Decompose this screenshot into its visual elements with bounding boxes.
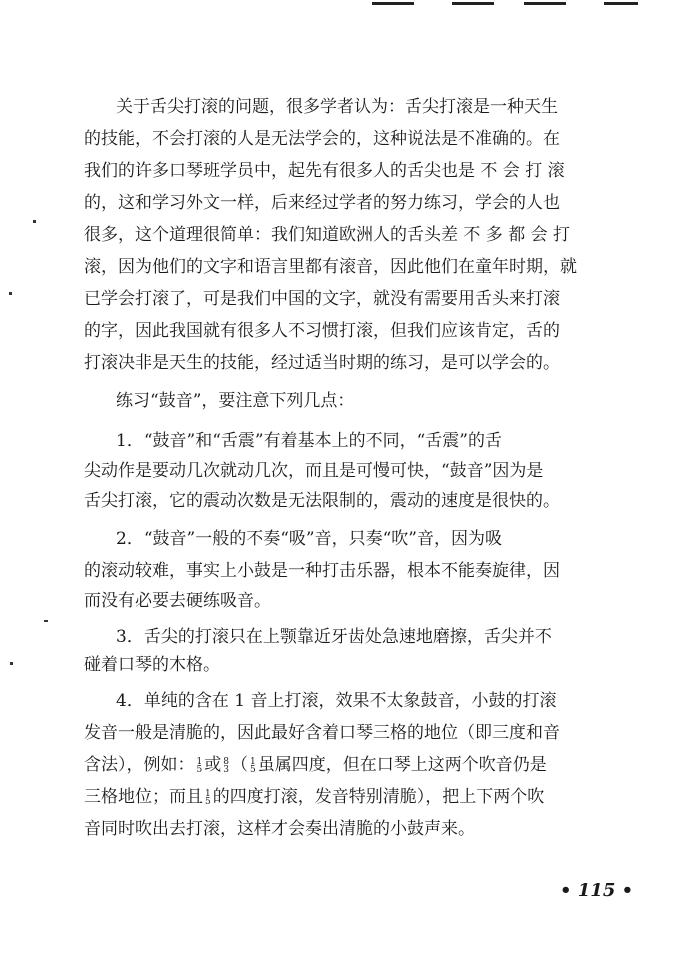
- margin-speck: [33, 220, 36, 223]
- text-line: [84, 754, 644, 776]
- text-line: 很多，这个道理很简单：我们知道欧洲人的舌头差 不 多 都 会 打: [84, 225, 571, 245]
- text-line: 的字，因此我国就有很多人不习惯打滚，但我们应该肯定，舌的: [84, 321, 560, 341]
- text-run: 或: [204, 755, 222, 775]
- text-run: 三格地位；而且: [84, 787, 203, 807]
- page-number: • 115 •: [560, 880, 634, 901]
- margin-speck: [9, 292, 12, 295]
- text-line: 尖动作是要动几次就动几次，而且是可慢可快，“鼓音”因为是: [84, 461, 544, 481]
- text-line: 2．“鼓音”一般的不奏“吸”音，只奏“吹”音，因为吸: [116, 529, 502, 549]
- fraction-denominator: 5: [196, 764, 203, 775]
- text-line: 关于舌尖打滚的问题，很多学者认为：舌尖打滚是一种天生: [116, 97, 558, 117]
- top-rule-1: [372, 2, 414, 5]
- text-line: 舌尖打滚，它的震动次数是无法限制的，震动的速度是很快的。: [84, 491, 560, 511]
- text-line: 的滚动较难，事实上小鼓是一种打击乐器，根本不能奏旋律，因: [84, 561, 560, 581]
- text-line: 滚，因为他们的文字和语言里都有滚音，因此他们在童年时期，就: [84, 257, 577, 277]
- fraction-denominator: 3: [223, 764, 229, 775]
- text-line: 打滚决非是天生的技能，经过适当时期的练习，是可以学会的。: [84, 353, 560, 373]
- fraction-numerator: 1: [196, 756, 203, 767]
- fraction: [205, 790, 211, 806]
- margin-speck: [10, 662, 13, 665]
- fraction: [223, 758, 229, 774]
- text-line: 发音一般是清脆的，因此最好含着口琴三格的地位（即三度和音: [84, 723, 560, 743]
- text-line: 的技能，不会打滚的人是无法学会的，这种说法是不准确的。在: [84, 129, 560, 149]
- text-line: 已学会打滚了，可是我们中国的文字，就没有需要用舌头来打滚: [84, 289, 560, 309]
- text-run: 虽属四度，但在口琴上这两个吹音仍是: [257, 755, 547, 775]
- text-run: 的四度打滚，发音特别清脆），把上下两个吹: [212, 787, 545, 807]
- top-rule-3: [524, 2, 566, 5]
- text-line: 练习“鼓音”，要注意下列几点：: [116, 391, 355, 411]
- text-run: （: [230, 755, 248, 775]
- fraction-numerator: 1: [249, 756, 256, 767]
- text-line: 的，这和学习外文一样，后来经过学者的努力练习，学会的人也: [84, 193, 560, 213]
- text-line: 音同时吹出去打滚，这样才会奏出清脆的小鼓声来。: [84, 819, 475, 839]
- text-run: 含法），例如：: [84, 755, 195, 775]
- text-line: 而没有必要去硬练吸音。: [84, 591, 271, 611]
- fraction-numerator: 8: [223, 756, 229, 767]
- text-line: 碰着口琴的木格。: [84, 655, 220, 675]
- text-line: 我们的许多口琴班学员中，起先有很多人的舌尖也是 不 会 打 滚: [84, 161, 565, 181]
- fraction-denominator: 5: [205, 796, 211, 807]
- text-line: 3．舌尖的打滚只在上颚靠近牙齿处急速地磨擦，舌尖并不: [116, 627, 552, 647]
- fraction: [250, 758, 256, 774]
- fraction-denominator: 5: [249, 764, 256, 775]
- top-rule-2: [452, 2, 494, 5]
- top-rule-4: [604, 2, 638, 5]
- text-line: 1．“鼓音”和“舌震”有着基本上的不同，“舌震”的舌: [116, 431, 502, 451]
- margin-speck: [44, 620, 48, 622]
- text-line: [84, 786, 644, 808]
- text-line: 4．单纯的含在 1 音上打滚，效果不太象鼓音，小鼓的打滚: [116, 691, 557, 711]
- fraction: [197, 758, 203, 774]
- fraction-numerator: 1: [205, 788, 211, 799]
